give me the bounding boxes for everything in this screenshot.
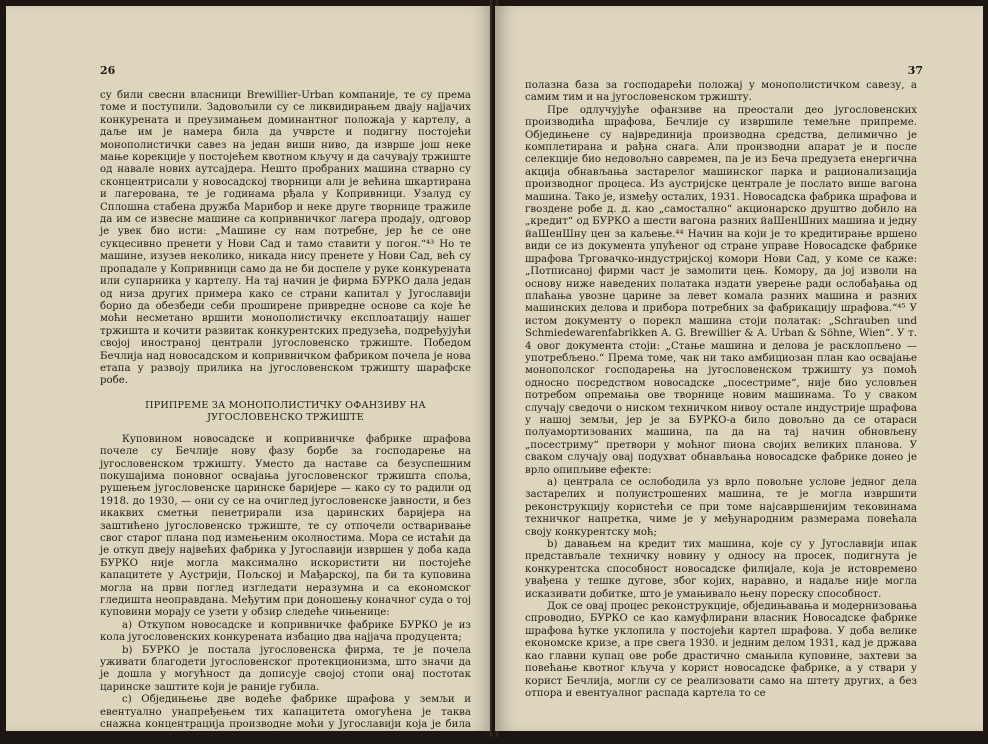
left-page-number: 26 (100, 64, 116, 77)
paragraph: Док се овај процес реконструкције, обједињавања и модернизовања спроводио, БУРКО се као камуфлирани власник Новосадске фабрике шрафова ћутке уклопила у постојећи картел шрафова. У доба велике економске кризе, а пре свега 1930. и једним делом 1931, кад је држава као главни купац ове робе драстично смањила куповине, захтеви за повећање квотног кључа у корист новосадске фабрике, а у ствари у корист Бечлија, могли су се реализовати само на штету других, а без отпора и евентуалног распада картела то се (525, 601, 917, 699)
paragraph: Куповином новосадске и копривничке фабрике шрафова почеле су Бечлије нову фазу борбе за господарење на југословенском тржишту. Уместо да наставе са безуспешним покушајима поновног освајања југословенског тржишта споља, рушењем југословенске царинске баријере — како су то радили од 1918. до 1930, — они су се на очиглед југословенске јавности, и без икаквих сметњи пенетрирали иза царинских баријера на заштићено југословенско тржиште, те су отпочели остваривање свог старог плана под измењеним околностима. Мора се истаћи да је откуп двеју највећих фабрика у Југославији извршен у доба када БУРКО није могла максимално искористити ни постојеће капацитете у Аустрији, Пољској и Мађарској, па би та куповина могла на први поглед изгледати неразумна и са економског гледишта неоправдана. Међутим при доношењу коначног суда о тој куповини морају се узети у обзир следеће чињенице: (100, 433, 471, 619)
paragraph: а) Откупом новосадске и копривничке фабрике БУРКО је из кола југословенских конкурената избацио два најјача продуцента; (100, 619, 471, 644)
paragraph: c) Обједињење две водеће фабрике шрафова у земљи и евентуално унапређењем тих капацитета омогућена је таква снажна концентрација производне моћи у Југославији која је била сигурна (100, 694, 471, 743)
paragraph: а) централа се ослободила уз врло повољне услове једног дела застарелих и полуистрошених машина, те је могла извршити реконструкцију користећи се при томе најсавршенијим тековинама техничког напретка, чиме је у међународним размерама повећала своју конкурентску моћ; (525, 477, 917, 538)
paragraph: су били свесни власници Brewillier-Urban компаније, те су према томе и поступили. Задовољили су се ликвидирањем двају најјачих конкурената и преузимањем доминантног положаја у картелу, а даље им је намера била да учврсте и подигну постојећи монополистички савез на један виши ниво, да изврше још неке мање корекције у постојећем квотном кључу и да сачувају тржиште од навале нових аутсајдера. Нешто пробраних машина стварно су сконцентрисали у новосадској творници али је већина шкартирана и лагерована, те је годинама рђала у Копривници. Узалуд су Сплошна стабена дружба Марибор и неке друге творнице тражиле да им се извесне машине са копривничког лагера продају, одговор је увек био исти: „Машине су нам потребне, јер ће се оне сукцесивно пренети у Нови Сад и тамо ставити у погон.“⁴³ Но те машине, изузев неколико, никада нису пренете у Нови Сад, већ су пропадале у Копривници само да не би доспеле у руке конкурената или супарника у картелу. На тај начин је фирма БУРКО дала један од низа других примера како се страни капитал у Југославији борио да обезбеди себи проширене привредне основе са које ће моћи несметано вршити монополистичку експлоатацију нашег тржишта и кочити развитак конкурентских предузећа, подређујући својој иностраној централи југословенско тржиште. Победом Бечлија над новосадском и копривничком фабриком почела је нова етапа у развоју прилика на југословенском тржишту шарафске робе. (100, 90, 471, 387)
right-page-number: 37 (907, 64, 923, 77)
paragraph: Пре одлучујуће офанзиве на преостали део југословенских производића шрафова, Бечлије су извршиле темељне припреме. Обједињене су најврединија производна средства, делимично је комплетирана и рађна снага. Али производни апарат је и после селекције био недовољно савремен, па је из Беча предузета енергична акција обнављања застарелог машинског парка и рационализација производног процеса. Из аустријске централе је послато више вагона машина. Тако је, између осталих, 1931. Новосадска фабрика шрафова и гвоздене робе д. д. као „самостално“ акционарско друштво добило на „кредит“ од БУРКО а шести вагона разних йаШенШних машина и једну йаШенШну цен за каљење.⁴⁴ Начин на који је то кредитирање вршено види се из документа упућеног од стране управе Новосадске фабрике шрафова Трговачко-индустријској комори Нови Сад, у коме се каже: „Потписаној фирми част је замолити цењ. Комору, да јој изволи на основу ниже наведених полатака издати уверење ради ослобађања од плаћања увозне царине за левет комала разних машина и разних машинских делова и прибора потребних за фабрикацију шрафова.“⁴⁵ У истом документу о порекл машина стоји полатак: „Schrauben und Schmiedewarenfabrikken A. G. Brewillier & A. Urban & Söhne, Wien“. У т. 4 овог документа стоји: „Стање машина и делова је расклопљено — употребљено.“ Према томе, чак ни тако амбициозан план као освајање монополског господарења на југословенском тржишту уз помоћ односно посредством новосадске „посестриме“, није био условљен потребом опремања ове творнице новим машинама. То у сваком случају сведочи о ниском техничком нивоу остале индустрије шрафова у нашој земљи, јер је за БУРКО-а било довољно да се отараси полуамортизованих машина, па да на тај начин обновљену „посестриму“ претвори у моћног пиона својих великих планова. У сваком случају овај подухват обнављања новосадске фабрике донео је врло опипљиве ефекте: (525, 104, 917, 476)
paragraph: b) БУРКО је постала југословенска фирма, те је почела уживати благодети југословенског протекционизма, што значи да је дошла у могућност да дописује својој стопи онај постотак царинске заштите који је раније губила. (100, 644, 471, 693)
paragraph: b) давањем на кредит тих машина, које су у Југославији ипак представљале техничку новину у односу на просек, подигнута је конкурентска способност новосадске филијале, која је истовремено увађена у тешке дугове, због којих, наравно, и надаље није могла исказивати добитке, што је умањивало њену пореску способност. (525, 539, 917, 600)
left-page (6, 6, 493, 743)
right-page-text (525, 80, 917, 700)
left-page-text (100, 90, 471, 744)
section-heading: ПРИПРЕМЕ ЗА МОНОПОЛИСТИЧКУ ОФАНЗИВУ НА ЈУГОСЛОВЕНСКО ТРЖИШТЕ (145, 399, 426, 423)
paragraph: полазна база за господарећи положај у монополистичком савезу, а самим тим и на југословенском тржишту. (525, 80, 917, 104)
right-page (495, 6, 983, 731)
